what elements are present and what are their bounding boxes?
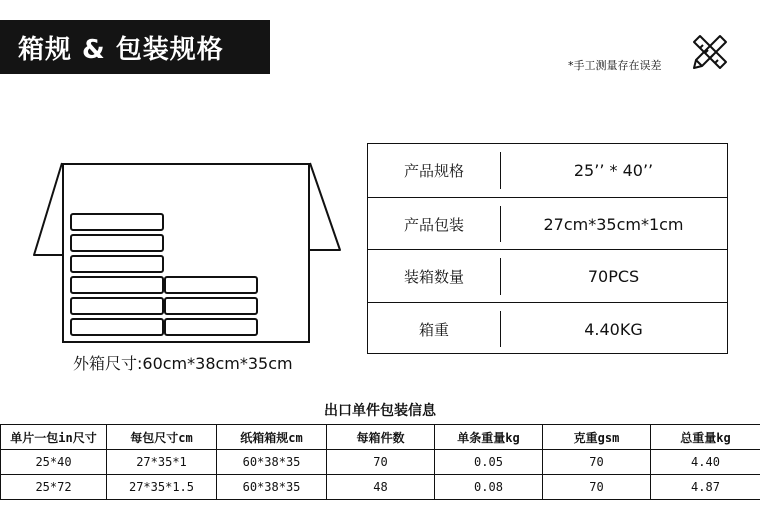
spec-value: 27cm*35cm*1cm bbox=[543, 214, 684, 234]
table-row bbox=[1, 475, 760, 500]
table-cell: 4.40 bbox=[651, 450, 760, 475]
spec-label: 装箱数量 bbox=[403, 268, 464, 286]
column-header: 每包尺寸cm bbox=[107, 425, 217, 450]
spec-row bbox=[368, 302, 727, 355]
column-header: 每箱件数 bbox=[327, 425, 435, 450]
table-cell: 4.87 bbox=[651, 475, 760, 500]
spec-value: 25’’ * 40’’ bbox=[573, 161, 654, 180]
spec-value: 70PCS bbox=[587, 267, 640, 286]
page-title-text: 箱规 & 包装规格 bbox=[18, 34, 224, 65]
column-header: 单片一包in尺寸 bbox=[1, 425, 107, 450]
spec-row bbox=[368, 144, 727, 197]
table-cell: 48 bbox=[327, 475, 435, 500]
spec-label: 产品规格 bbox=[403, 162, 464, 180]
spec-row bbox=[368, 249, 727, 303]
export-info-title: 出口单件包装信息 bbox=[324, 403, 436, 419]
table-cell: 70 bbox=[543, 475, 651, 500]
package-bag bbox=[70, 234, 164, 252]
package-bag bbox=[164, 276, 258, 294]
outer-box-size-label: 外箱尺寸:60cm*38cm*35cm bbox=[73, 354, 293, 373]
table-cell: 27*35*1.5 bbox=[107, 475, 217, 500]
package-bag bbox=[70, 297, 164, 315]
column-header: 纸箱箱规cm bbox=[217, 425, 327, 450]
column-header: 单条重量kg bbox=[435, 425, 543, 450]
spec-row bbox=[368, 197, 727, 250]
table-cell: 25*40 bbox=[1, 450, 107, 475]
table-cell: 27*35*1 bbox=[107, 450, 217, 475]
export-info-table bbox=[0, 424, 760, 500]
table-cell: 0.05 bbox=[435, 450, 543, 475]
spec-label: 箱重 bbox=[418, 320, 449, 339]
table-cell: 70 bbox=[543, 450, 651, 475]
measurement-note: *手工测量存在误差 bbox=[568, 59, 662, 72]
page-title bbox=[0, 20, 270, 74]
table-header-row bbox=[1, 425, 760, 450]
table-cell: 25*72 bbox=[1, 475, 107, 500]
table-cell: 70 bbox=[327, 450, 435, 475]
table-row bbox=[1, 450, 760, 475]
spec-value: 4.40KG bbox=[584, 319, 643, 339]
table-cell: 0.08 bbox=[435, 475, 543, 500]
package-bag bbox=[164, 297, 258, 315]
package-bag bbox=[70, 213, 164, 231]
package-bag bbox=[70, 276, 164, 294]
outer-box bbox=[62, 163, 310, 343]
column-header: 总重量kg bbox=[651, 425, 760, 450]
table-cell: 60*38*35 bbox=[217, 450, 327, 475]
column-header: 克重gsm bbox=[543, 425, 651, 450]
package-bag bbox=[164, 318, 258, 336]
package-bag bbox=[70, 255, 164, 273]
package-bag bbox=[70, 318, 164, 336]
ruler-pencil-icon bbox=[688, 30, 732, 74]
spec-table bbox=[367, 143, 728, 354]
table-cell: 60*38*35 bbox=[217, 475, 327, 500]
spec-label: 产品包装 bbox=[403, 215, 464, 234]
